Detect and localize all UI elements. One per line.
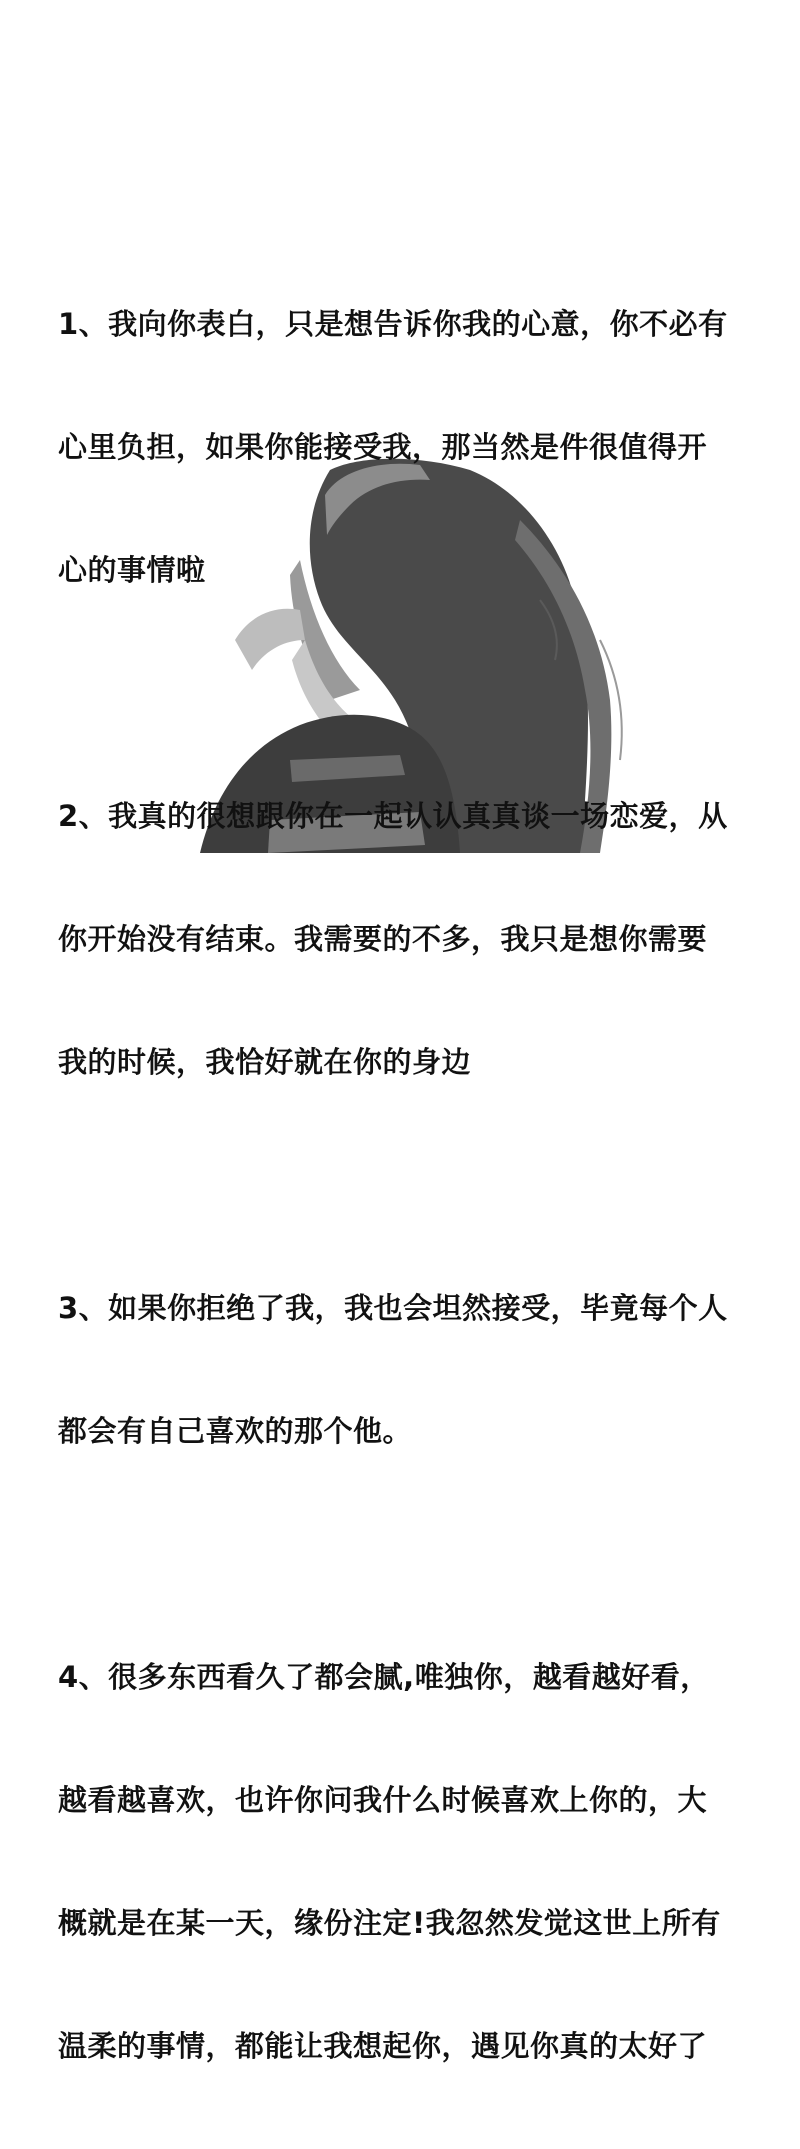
article-text bbox=[58, 222, 758, 2149]
text-line: 你开始没有结束。我需要的不多，我只是想你需要 bbox=[58, 922, 708, 956]
text-line: 温柔的事情，都能让我想起你，遇见你真的太好了 bbox=[58, 2029, 708, 2063]
text-line: 心的事情啦 bbox=[58, 553, 206, 587]
text-line bbox=[58, 1411, 758, 1452]
text-line: 概就是在某一天，缘份注定!我忽然发觉这世上所有 bbox=[58, 1906, 721, 1940]
paragraph-1 bbox=[58, 222, 758, 673]
paragraph-4 bbox=[58, 1575, 758, 2149]
text-line: 2、我真的很想跟你在一起认认真真谈一场恋爱，从 bbox=[58, 799, 728, 833]
text-line: 1、我向你表白，只是想告诉你我的心意，你不必有 bbox=[58, 307, 728, 341]
text-line: 4、很多东西看久了都会腻,唯独你，越看越好看， bbox=[58, 1660, 710, 1694]
paragraph-2 bbox=[58, 714, 758, 1165]
text-line: 心里负担，如果你能接受我，那当然是件很值得开 bbox=[58, 430, 708, 464]
text-line: 我的时候，我恰好就在你的身边 bbox=[58, 1045, 472, 1079]
paragraph-3 bbox=[58, 1206, 758, 1534]
text-line: 3、如果你拒绝了我，我也会坦然接受，毕竟每个人 bbox=[58, 1291, 728, 1325]
text-line-highlight: 都会有自己喜欢的那个他。 bbox=[58, 1414, 413, 1448]
text-line: 越看越喜欢，也许你问我什么时候喜欢上你的，大 bbox=[58, 1783, 708, 1817]
